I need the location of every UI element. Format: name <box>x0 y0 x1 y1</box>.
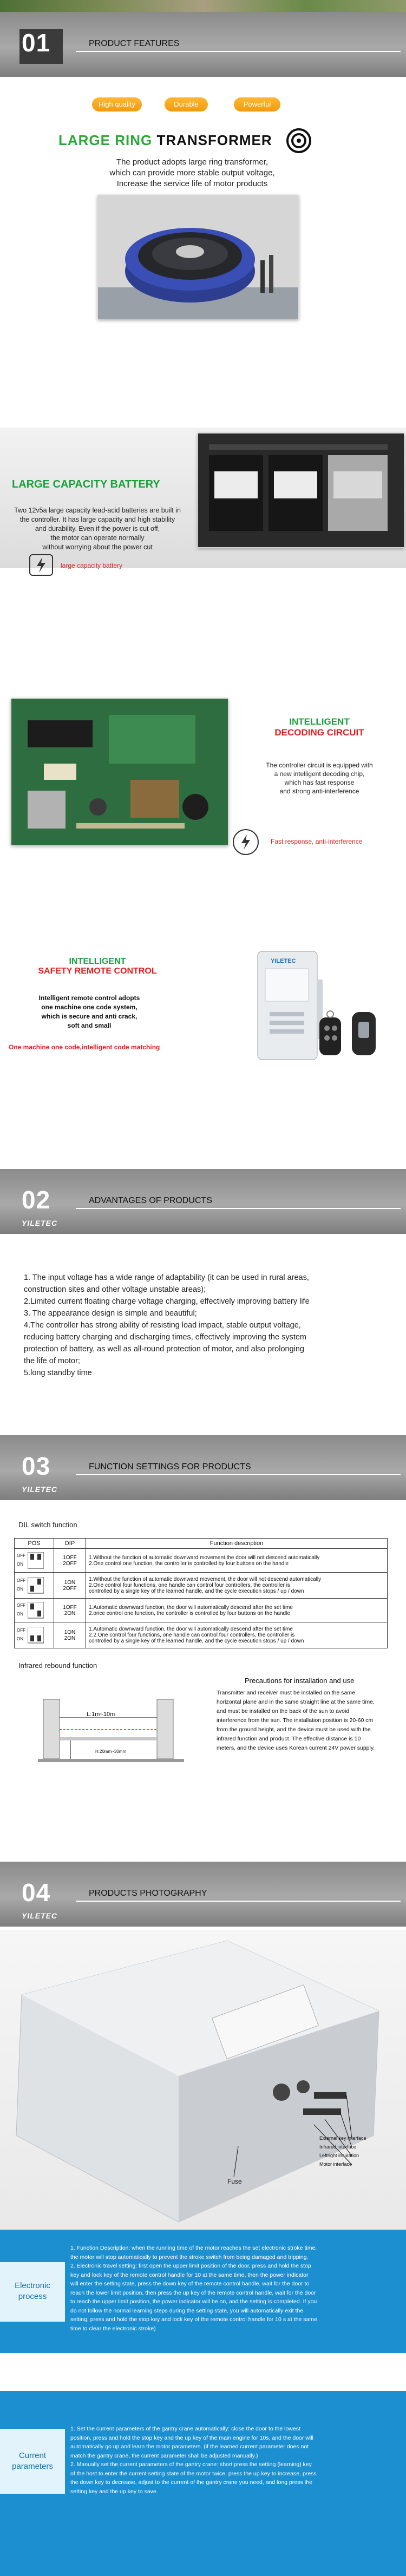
function-line: controlled by a single key of the learned handle, and the cycle execution stops / up / down <box>89 1638 304 1644</box>
table-header-row <box>15 1539 388 1549</box>
transformer-heading <box>58 132 286 149</box>
switch-on-label: ON <box>17 1637 23 1641</box>
panel-line: setting, press and hold the stop key and lock key of the remote control handle for 10 s at the same <box>70 2316 317 2323</box>
height-label: H:20mm~30mm <box>95 1749 127 1754</box>
precautions-title: Precautions for installation and use <box>245 1677 355 1685</box>
bolt-icon <box>233 829 259 855</box>
decoding-heading-a: INTELLIGENT <box>289 717 350 727</box>
dip-cell <box>54 1573 86 1599</box>
target-icon <box>286 128 312 156</box>
remote-line-1: Intelligent remote control adopts <box>38 994 140 1002</box>
section-number: 02 <box>22 1186 51 1214</box>
precaution-line: and must be installed on the back of the sun to avoid <box>217 1708 350 1714</box>
decoding-badge: Fast response, anti-interference <box>271 838 363 845</box>
advantage-line-3: 2.Limited current floating charge voltage charging, effectively improving battery life <box>24 1297 310 1306</box>
remote-heading-b: SAFETY REMOTE CONTROL <box>38 967 157 976</box>
decoding-description <box>233 761 406 796</box>
remote-line-3: which is secure and anti crack, <box>41 1013 137 1020</box>
section-header-01 <box>0 12 406 77</box>
callout-infrared: Infrared interface <box>319 2144 357 2150</box>
section-brand: YILETEC <box>22 1485 58 1494</box>
switch-graphic <box>15 1599 54 1622</box>
panel-text <box>70 2424 398 2496</box>
panel-line: the motor will stop automatically to prevent the stroke switch from being damaged and tripping. <box>70 2253 309 2260</box>
function-cell <box>86 1549 388 1573</box>
header-rule <box>76 1208 401 1209</box>
advantage-line-1: 1. The input voltage has a wide range of adaptability (it can be used in rural areas, <box>24 1273 309 1282</box>
battery-line-4: the motor can operate normally <box>50 534 145 542</box>
section-title: PRODUCTS PHOTOGRAPHY <box>89 1889 207 1898</box>
dip-value: 1OFF <box>63 1604 77 1611</box>
section-header-04 <box>0 1862 406 1927</box>
section-number: 04 <box>22 1878 51 1907</box>
section-number: 03 <box>22 1452 51 1480</box>
dip-value: 2OFF <box>63 1585 77 1592</box>
switch-graphic <box>15 1549 54 1573</box>
decoding-heading-b: DECODING CIRCUIT <box>274 727 364 738</box>
remote-heading <box>0 957 195 976</box>
panel-line: automatically go up and learn the motor parameters. (if the learned current parameter does not <box>70 2443 309 2450</box>
battery-description <box>0 506 195 552</box>
function-cell <box>86 1599 388 1622</box>
decoding-line-1: The controller circuit is equipped with <box>266 761 373 769</box>
dip-cell <box>54 1599 86 1622</box>
dip-value: 2ON <box>64 1610 76 1616</box>
switch-graphic <box>15 1573 54 1599</box>
function-line: 2.One control four functions, one handle can control four controllers, the controller is <box>89 1582 290 1588</box>
precaution-line: infrared function and product. The effective distance is 10 <box>217 1736 361 1742</box>
panel-text <box>70 2244 398 2333</box>
device-brand-label: YILETEC <box>271 958 296 964</box>
section-title: PRODUCT FEATURES <box>89 39 180 48</box>
header-rule <box>76 1901 401 1902</box>
callout-motor: Motor interface <box>319 2161 352 2167</box>
dip-switch-table <box>14 1538 388 1648</box>
current-parameters-panel <box>0 2391 406 2576</box>
transformer-line-3: Increase the service life of motor products <box>116 179 268 188</box>
battery-line-2: the controller. It has large capacity and high stability <box>19 516 175 523</box>
dip-title: DIL switch function <box>18 1521 77 1529</box>
section-brand: YILETEC <box>22 1911 58 1920</box>
precaution-line: interference from the sun. The installation position is 20-60 cm <box>217 1717 374 1724</box>
precaution-line: meters, and the device uses Korean current 24V power supply. <box>217 1745 375 1751</box>
transformer-description <box>65 157 319 189</box>
section-number: 01 <box>22 29 51 57</box>
panel-line: reach the lower limit position, then press the up key of the remote control handle, wait for the door <box>70 2289 316 2296</box>
panel-label-text: Current parameters <box>12 2451 53 2471</box>
advantage-line-7: protection of battery, as well as all-round protection of motor, and also prolonging <box>24 1345 304 1353</box>
battery-line-3: and durability. Even if the power is cut off, <box>35 525 160 533</box>
panel-divider <box>0 2353 406 2391</box>
pill-high-quality: High quality <box>92 97 142 111</box>
switch-on-label: ON <box>17 1562 23 1567</box>
top-photo-strip <box>0 0 406 12</box>
advantage-line-9: 5.long standby time <box>24 1369 92 1377</box>
panel-line: setting key and the up key to save. <box>70 2488 158 2495</box>
panel-line: 2. Electronic travel setting: first open the upper limit position of the door, press and hold the stop <box>70 2263 311 2269</box>
switch-off-label: OFF <box>17 1603 25 1608</box>
switch-off-label: OFF <box>17 1553 25 1558</box>
decoding-line-2: a new intelligent decoding chip, <box>274 770 365 778</box>
function-cell <box>86 1573 388 1599</box>
battery-badge: large capacity battery <box>61 562 123 569</box>
pill-durable: Durable <box>165 97 208 111</box>
section-brand: YILETEC <box>22 1219 58 1227</box>
switch-off-label: OFF <box>17 1628 25 1633</box>
panel-line: to reach the upper limit position, the power indicator will be on, and the setting is completed. If you <box>70 2298 317 2305</box>
function-line: 1.Automatic downward function, the door will automatically descend after the set time <box>89 1626 293 1632</box>
dip-value: 2OFF <box>63 1560 77 1567</box>
callout-external-key: External key interface <box>319 2135 366 2141</box>
function-line: 2.once control one function, the controller is controlled by four buttons on the handle <box>89 1610 290 1616</box>
remote-line-4: soft and small <box>67 1022 112 1029</box>
advantage-line-6: reducing battery charging and discharging times, effectively improving the system <box>24 1333 306 1342</box>
decoding-line-3: which has fast response <box>284 779 355 786</box>
switch-off-label: OFF <box>17 1578 25 1583</box>
advantages-list <box>24 1272 397 1379</box>
switch-on-label: ON <box>17 1587 23 1592</box>
panel-line: time to clear the electronic stroke) <box>70 2325 156 2332</box>
panel-line: of the host to enter the current setting state of the motor twice, press the up key to increase, press <box>70 2470 317 2477</box>
table-row <box>15 1549 388 1573</box>
section-title: FUNCTION SETTINGS FOR PRODUCTS <box>89 1462 251 1471</box>
precaution-line: from the ground height, and the device must be used with the <box>217 1726 371 1733</box>
dip-value: 1OFF <box>63 1554 77 1561</box>
decoding-heading <box>233 717 406 738</box>
function-line: 1.Automatic downward function, the door will automatically descend after the set time <box>89 1604 293 1611</box>
function-line: 1.Without the function of automatic downward movement,the door will not descend automatically <box>89 1554 320 1561</box>
panel-line: key and lock key of the remote control handle for 10 at the same time, then the power indicator <box>70 2271 309 2278</box>
callout-fuse: Fuse <box>227 2178 242 2185</box>
battery-photo <box>198 433 404 548</box>
table-row <box>15 1599 388 1622</box>
panel-line: 2. Manually set the current parameters of the gantry crane: short press the setting (learning) key <box>70 2461 312 2468</box>
switch-graphic <box>15 1622 54 1648</box>
dip-cell <box>54 1622 86 1648</box>
circuit-photo <box>11 698 228 845</box>
dip-value: 2ON <box>64 1635 76 1641</box>
function-cell <box>86 1622 388 1648</box>
panel-line: will enter the setting state, press the down key of the remote control handle, wait for the door to <box>70 2281 310 2287</box>
battery-line-1: Two 12v5a large capacity lead-acid batteries are built in <box>14 507 181 514</box>
function-line: 2.One control one function, the controller is controlled by four buttons on the handle <box>89 1560 289 1567</box>
pill-powerful: Powerful <box>234 97 280 111</box>
col-pos: POS <box>15 1539 54 1549</box>
remote-fob-image <box>314 1007 395 1066</box>
product-photo <box>0 1930 406 2230</box>
panel-line: 1. Function Description: when the running time of the motor reaches the set electronic stroke time, <box>70 2245 317 2251</box>
battery-icon <box>29 554 53 576</box>
infrared-diagram <box>38 1678 184 1775</box>
advantage-line-8: the life of motor; <box>24 1357 80 1365</box>
section-header-03 <box>0 1435 406 1500</box>
panel-label <box>0 2262 65 2322</box>
transformer-heading-b: TRANSFORMER <box>156 132 272 148</box>
transformer-line-2: which can provide more stable output voltage, <box>109 168 275 178</box>
function-line: 1.Without the function of automatic downward movement, the door will not descend automatically <box>89 1576 322 1582</box>
remote-heading-a: INTELLIGENT <box>69 957 126 966</box>
transformer-photo <box>97 195 299 319</box>
col-function: Function description <box>86 1539 388 1549</box>
battery-heading: LARGE CAPACITY BATTERY <box>12 478 160 490</box>
callout-leftright: Leftright insulation <box>319 2153 359 2158</box>
panel-line: do not follow the normal learning steps during the setting state, you will automatically exit the <box>70 2307 304 2314</box>
precaution-line: Transmitter and receiver must be installed on the same <box>217 1690 355 1696</box>
header-rule <box>76 1474 401 1475</box>
transformer-line-1: The product adopts large ring transformer, <box>116 157 269 167</box>
remote-line-2: one machine one code system, <box>41 1003 137 1011</box>
battery-line-5: without worrying about the power cut <box>42 543 153 551</box>
precautions-text <box>217 1688 398 1753</box>
remote-tagline: One machine one code,intelligent code matching <box>9 1043 160 1051</box>
dip-value: 1ON <box>64 1629 76 1635</box>
dip-cell <box>54 1549 86 1573</box>
advantage-line-4: 3. The appearance design is simple and beautiful; <box>24 1309 197 1318</box>
panel-line: 1. Set the current parameters of the gantry crane automatically: close the door to the lowest <box>70 2426 300 2432</box>
electronic-process-panel <box>0 2230 406 2353</box>
decoding-line-4: and strong anti-interference <box>279 787 359 795</box>
precaution-line: horizontal plane and in the same straight line at the same time, <box>217 1699 375 1705</box>
panel-line: position, press and hold the stop key and the up key of the main engine for 10s, and the door will <box>70 2434 313 2441</box>
function-line: controlled by a single key of the learned handle, and the cycle execution stops / up / down <box>89 1588 304 1594</box>
remote-description <box>0 994 179 1030</box>
panel-line: the down key to decrease, adjust to the current of the gantry crane you need, and long press the <box>70 2479 313 2486</box>
table-row <box>15 1622 388 1648</box>
infrared-title: Infrared rebound function <box>18 1661 97 1670</box>
panel-label <box>0 2429 65 2494</box>
section-header-02 <box>0 1169 406 1234</box>
advantage-line-5: 4.The controller has strong ability of resisting load impact, stable output voltage, <box>24 1321 301 1330</box>
table-row <box>15 1573 388 1599</box>
distance-label: L:1m~10m <box>87 1711 115 1718</box>
header-rule <box>76 51 401 52</box>
advantage-line-2: construction sites and other voltage unstable areas); <box>24 1285 206 1294</box>
panel-line: match the gantry crane, the current parameter shall be adjusted manually.) <box>70 2452 258 2459</box>
section-title: ADVANTAGES OF PRODUCTS <box>89 1196 212 1205</box>
transformer-heading-a: LARGE RING <box>58 132 153 148</box>
panel-label-text: Electronic process <box>15 2281 50 2301</box>
col-dip: DIP <box>54 1539 86 1549</box>
dip-value: 1ON <box>64 1579 76 1586</box>
function-line: 2.2.One control four functions, one handle can control four controllers, the controller is <box>89 1632 295 1638</box>
switch-on-label: ON <box>17 1612 23 1616</box>
